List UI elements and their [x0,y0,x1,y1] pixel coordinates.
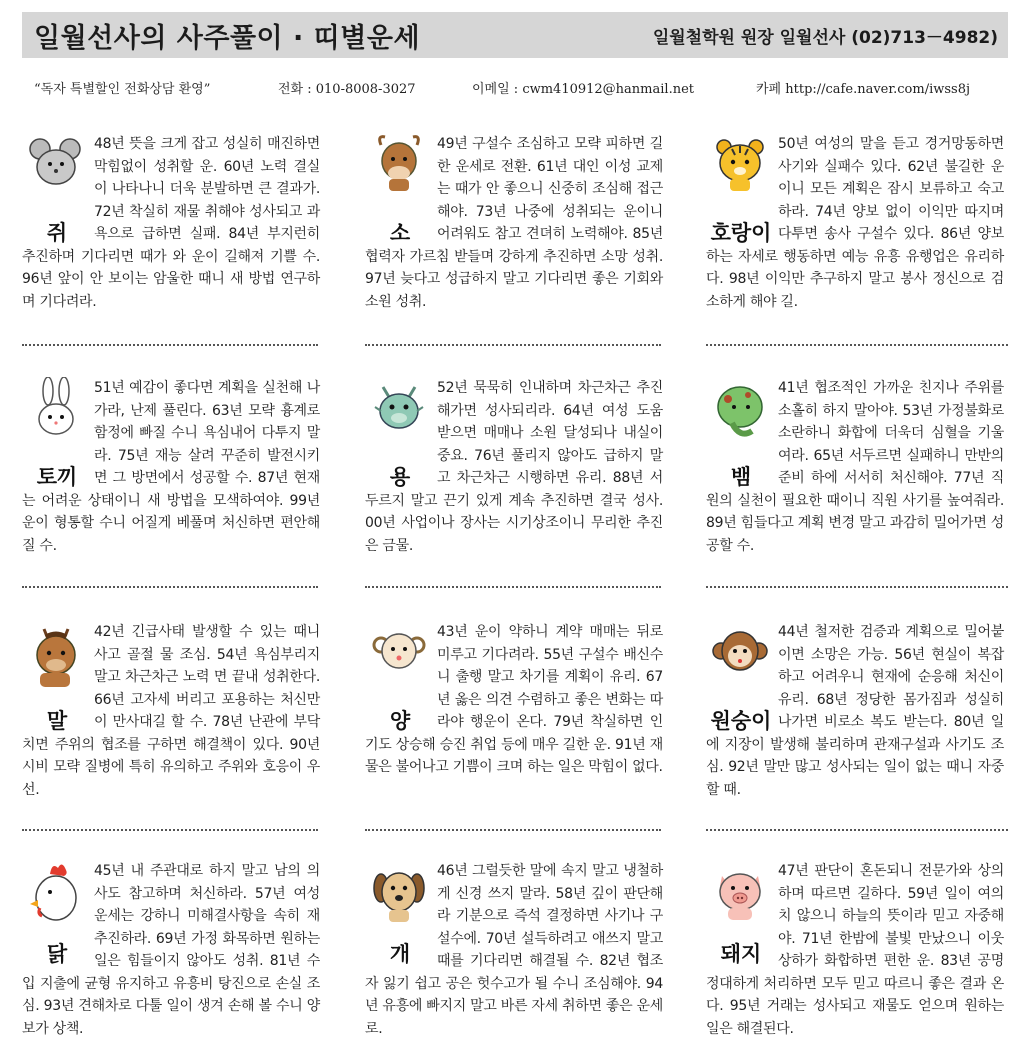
fortune-text: 47년 판단이 혼돈되니 전문가와 상의하며 따르면 길하다. 59년 일이 여의치 않으니 하늘의 뜻이라 믿고 자중해야. 71년 한밤에 불빛 만났으니 이웃상하가 화합하면 편한 운. 83년 공명정대하게 처리하면 모두 믿고 따르니 좋은 결과 온다. 95년 거래는 성사되고 재물도 얻으며 원하는 일은 해결된다. [706,863,1004,1037]
cafe-link[interactable]: 카페 http://cafe.naver.com/iwss8j [756,82,971,97]
fortune-text: 52년 묵묵히 인내하며 차근차근 추진해가면 성사되리라. 64년 여성 도움 받으면 매매나 소원 달성되나 내실이 중요. 76년 풀리지 않아도 급하지 말고 차근차근 시행하면 유리. 88년 서두르지 말고 끈기 있게 계속 추진하면 결국 성사. 00년 사업이나 장사는 시기상조이니 무리한 추진은 금물. [365,380,663,554]
divider [706,829,1008,831]
email-info: 이메일 : cwm410912@hanmail.net [472,82,694,97]
zodiac-name: 말 [46,709,68,733]
fortune-text: 49년 구설수 조심하고 모략 피하면 길한 운세로 전환. 61년 대인 이성 교제는 때가 안 좋으니 신중히 조심해 접근해야. 73년 나중에 성취되는 운이니 어려워도 참고 견뎌히 노력해야. 85년 협력자 가르침 받들며 강하게 추진하면 소망 성취. 97년 늦다고 성급하지 말고 기다리면 좋은 기회와 소원 성취. [365,136,663,310]
author-info: 일월철학원 원장 일월선사 (02)713－4982) [652,28,998,48]
divider [706,344,1008,346]
zodiac-name: 호랑이 [710,221,772,245]
fortune-text: 42년 긴급사태 발생할 수 있는 때니 사고 골절 물 조심. 54년 욕심부리지 말고 차근차근 노력 면 끝내 성취한다. 66년 고자세 버리고 포용하는 처신만이 만사대길 할 수. 78년 난관에 부닥치면 주위의 협조를 구하면 해결책이 있다. 90년 시비 모략 질병에 특히 유의하고 주위와 호응이 우선. [22,624,320,798]
snake-icon [706,377,772,455]
divider [365,344,661,346]
divider [22,586,318,588]
fortune-text: 46년 그럴듯한 말에 속지 말고 냉철하게 신경 쓰지 말라. 58년 깊이 판단해라 기분으로 즉석 결정하면 사기나 구설수에. 70년 설득하려고 애쓰지 말고 때를 기다리면 해결될 수. 82년 협조자 잃기 쉽고 공은 헛수고가 될 수니 조심해야. 94년 유흥에 빠지지 말고 바른 자세 취하면 좋은 운세로. [365,863,663,1037]
pig-icon [706,860,772,938]
zodiac-name: 뱀 [730,465,752,489]
fortune-text: 43년 운이 약하니 계약 매매는 뒤로 미루고 기다려라. 55년 구설수 배신수니 출행 말고 차기를 계획이 유리. 67년 옳은 의견 수렴하고 좋은 변화는 따라야 행운이 온다. 79년 착실하면 인기도 상승해 승진 취업 등에 매우 길한 운. 91년 재물은 불어나고 기쁨이 크며 하는 일은 막힘이 없다. [365,624,663,775]
dog-icon [365,860,431,938]
fortune-text: 41년 협조적인 가까운 친지나 주위를 소홀히 하지 말아야. 53년 가정불화로 소란하니 화합에 더욱더 심혈을 기울여라. 65년 서두르면 실패하니 만반의 준비 하에 서서히 처신해야. 77년 직원의 실천이 필요한 때이니 직원 사기를 높여줘라. 89년 힘들다고 계획 변경 말고 과감히 밀어가면 성공할 수. [706,380,1004,554]
fortune-text: 51년 예감이 좋다면 계획을 실천해 나가라, 난제 풀린다. 63년 모략 흉계로 함정에 빠질 수니 욕심내어 다투지 말라. 75년 재능 살려 꾸준히 발전시키면 그 방면에서 성공할 수. 87년 현재는 어려운 상태이니 새 방법을 모색하여야. 99년 운이 형통할 수니 어질게 베풀며 처신하면 편안해질 수. [22,380,320,554]
fortune-text: 44년 철저한 검증과 계획으로 밀어붙이면 소망은 가능. 56년 현실이 복잡하고 어려우니 현재에 순응해 처신이 유리. 68년 정당한 몸가짐과 성실히 나가면 비로소 복도 받는다. 80년 일에 지장이 발생해 불리하며 관재구설과 사기도 조심. 92년 말만 많고 성사되는 일이 없는 때니 자중할 때. [706,624,1004,798]
zodiac-name: 원숭이 [710,709,772,733]
promo-text: “독자 특별할인 전화상담 환영” [34,82,211,97]
rooster-icon [22,860,88,938]
zodiac-cell-sheep [365,621,663,779]
monkey-icon [706,621,772,699]
fortune-text: 50년 여성의 말을 듣고 경거망동하면 사기와 실패수 있다. 62년 불길한 운이니 모든 계획은 잠시 보류하고 숙고하라. 74년 양보 없이 이익만 따지며 다투면 송사 구설수 있다. 86년 양보하는 자세로 행동하면 예능 유흥 유행업은 유리하다. 98년 이익만 추구하지 말고 봉사 정신으로 검소하게 해야 길. [706,136,1004,310]
zodiac-name: 돼지 [720,942,762,966]
divider [365,829,661,831]
phone-info: 전화 : 010-8008-3027 [278,82,416,97]
zodiac-name: 토끼 [36,465,78,489]
divider [22,829,318,831]
zodiac-cell-rat [22,133,320,313]
zodiac-name: 소 [389,221,411,245]
zodiac-name: 양 [389,709,411,733]
ox-icon [365,133,431,211]
zodiac-name: 용 [389,465,411,489]
zodiac-cell-pig [706,860,1004,1040]
zodiac-cell-dog [365,860,663,1040]
horse-icon [22,621,88,699]
divider [706,586,1008,588]
zodiac-cell-rabbit [22,377,320,557]
page-header [22,12,1008,58]
mouse-icon [22,133,88,211]
page-title: 일월선사의 사주풀이 · 띠별운세 [34,23,421,54]
zodiac-cell-dragon [365,377,663,557]
rabbit-icon [22,377,88,455]
zodiac-name: 닭 [46,942,68,966]
sheep-icon [365,621,431,699]
zodiac-cell-horse [22,621,320,801]
zodiac-name: 쥐 [46,221,68,245]
dragon-icon [365,377,431,455]
divider [365,586,661,588]
zodiac-cell-snake [706,377,1004,557]
zodiac-cell-ox [365,133,663,313]
zodiac-name: 개 [389,942,411,966]
zodiac-cell-rooster [22,860,320,1040]
zodiac-cell-tiger [706,133,1004,313]
tiger-icon [706,133,772,211]
fortune-text: 48년 뜻을 크게 잡고 성실히 매진하면 막힘없이 성취할 운. 60년 노력 결실이 나타나니 더욱 분발하면 큰 결과가. 72년 착실히 재물 취해야 성사되고 과욕으로 급하면 실패. 84년 부지런히 추진하며 기다리면 때가 와 운이 길해져 기쁠 수. 96년 앞이 안 보이는 암울한 때니 새 방법 연구하며 기다려라. [22,136,320,310]
fortune-text: 45년 내 주관대로 하지 말고 남의 의사도 참고하며 처신하라. 57년 여성 운세는 강하니 미해결사항을 속히 재추진하라. 69년 가정 화목하면 원하는 일은 힘들이지 않아도 성취. 81년 수입 지출에 균형 유지하고 유흥비 탕진으로 손실 조심. 93년 견해차로 다툴 일이 생겨 손해 볼 수니 양보가 상책. [22,863,320,1037]
zodiac-cell-monkey [706,621,1004,801]
divider [22,344,318,346]
